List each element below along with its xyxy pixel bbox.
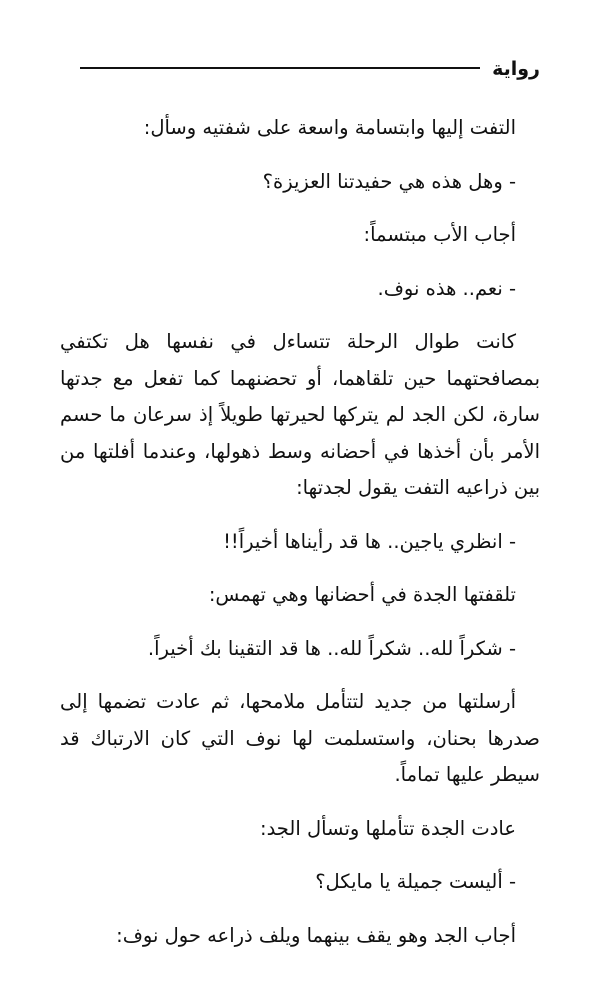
dialogue-line-5: - أليست جميلة يا مايكل؟ — [315, 870, 516, 893]
paragraph-3: كانت طوال الرحلة تتساءل في نفسها هل تكتفي بمصافحتهما حين تلقاهما، أو تحضنهما كما تفعل مع جدتها سارة، لكن الجد لم يتركها لحيرتها طويلاً إذ سرعان ما حسم الأمر بأن أخذها في أحضانه وسط ذهولها، وعندما أفلتها من بين ذراعيه التفت يقول لجدتها: — [60, 330, 540, 499]
paragraph-7: أجاب الجد وهو يقف بينهما ويلف ذراعه حول نوف: — [116, 923, 516, 947]
dialogue-line-1: - وهل هذه هي حفيدتنا العزيزة؟ — [262, 169, 516, 193]
section-label: رواية — [492, 58, 540, 80]
paragraph-1: التفت إليها وابتسامة واسعة على شفتيه وسأل: — [143, 116, 516, 139]
dialogue-line-3: - انظري ياجين.. ها قد رأيناها أخيراً!! — [223, 529, 516, 553]
page-body — [60, 110, 540, 971]
dialogue-line-2: - نعم.. هذه نوف. — [377, 276, 516, 300]
paragraph-2: أجاب الأب مبتسماً: — [363, 223, 516, 246]
paragraph-6: عادت الجدة تتأملها وتسأل الجد: — [260, 816, 516, 840]
dialogue-line-4: - شكراً لله.. شكراً لله.. ها قد التقينا بك أخيراً. — [147, 636, 516, 660]
paragraph-4: تلقفتها الجدة في أحضانها وهي تهمس: — [208, 583, 516, 606]
running-header — [80, 58, 540, 82]
paragraph-5: أرسلتها من جديد لتتأمل ملامحها، ثم عادت تضمها إلى صدرها بحنان، واستسلمت لها نوف التي كان الارتباك قد سيطر عليها تماماً. — [60, 690, 540, 786]
header-rule — [80, 67, 480, 69]
